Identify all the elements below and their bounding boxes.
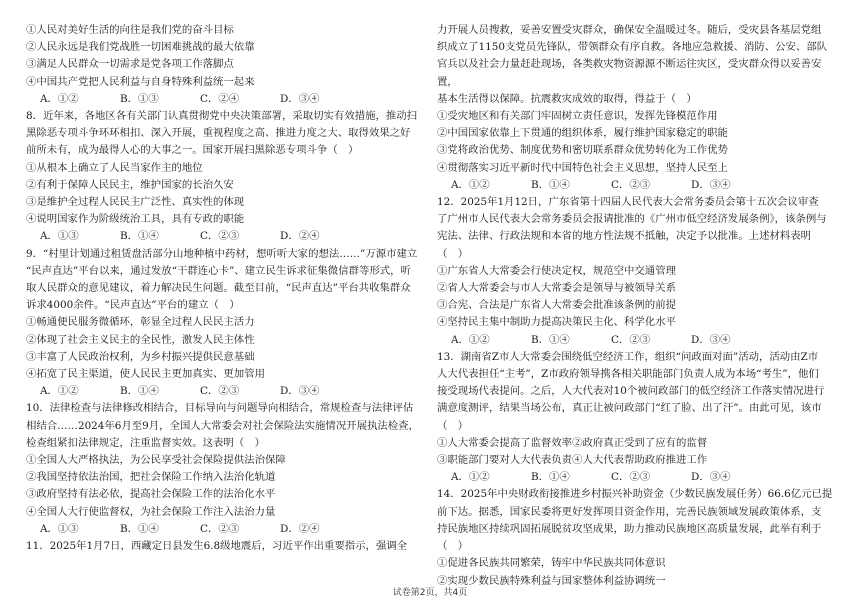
page-footer: 试卷第2页，共4页 — [392, 588, 468, 598]
answer-option: B．①④ — [120, 522, 159, 535]
answer-option: A．①② — [451, 471, 490, 484]
answer-option: B．①③ — [120, 92, 159, 105]
answer-option: B．①④ — [531, 178, 570, 191]
answer-option: D．③④ — [691, 333, 731, 346]
question-stem: 宪法、法律、行政法规和本省的地方性法规不抵触，决定予以批准。上述材料表明（ ） — [437, 230, 812, 260]
question-stem: 了广州市人民代表大会常务委员会报请批准的《广州市低空经济发展条例》，该条例与 — [437, 213, 827, 226]
question-stem: 人大代表担任“主考”，Z市政府领导携各相关职能部门负责人成为本场“考生”，他们 — [437, 368, 819, 381]
statement-item: ②中国国家依靠上下贯通的组织体系，履行维护国家稳定的职能 — [437, 127, 728, 140]
statement-item: ①人民对美好生活的向往是我们党的奋斗目标 — [26, 24, 234, 36]
answer-option: C．②③ — [200, 522, 240, 535]
question-stem: 11．2025年1月7日，西藏定日县发生6.8级地震后，习近平作出重要指示，强调全 — [26, 540, 408, 553]
statement-item: ①人大常委会提高了监督效率②政府真正受到了应有的监督 — [437, 436, 708, 449]
question-stem: （ ） — [437, 540, 469, 553]
answer-option: C．②④ — [200, 92, 240, 105]
question-stem: 相结合……2024年6月至9月，全国人大常委会对社会保险法实施情况开展执法检查， — [26, 419, 419, 432]
answer-option: C．②③ — [611, 333, 651, 346]
question-stem: 14．2025年中央财政衔接推进乡村振兴补助资金（少数民族发展任务）66.6亿元已提 — [437, 488, 833, 501]
right-column — [437, 22, 837, 590]
answer-option: A．①② — [451, 333, 490, 346]
question-stem: 前所未有，成为最得人心的大事之一。国家开展扫黑除恶专项斗争（ ） — [26, 144, 359, 157]
statement-item: ③政府坚持有法必依，提高社会保险工作的法治化水平 — [26, 488, 276, 501]
statement-item: ①全国人大严格执法，为公民享受社会保险提供法治保障 — [26, 454, 286, 467]
answer-option: B．①④ — [531, 333, 570, 346]
answer-option: D．③④ — [280, 385, 320, 398]
answer-option: A．①② — [40, 385, 79, 398]
answer-options — [26, 383, 424, 400]
statement-item: ①畅通便民服务微循环，彰显全过程人民民主活力 — [26, 316, 255, 329]
statement-item: ①从根本上确立了人民当家作主的地位 — [26, 161, 203, 174]
answer-options — [437, 177, 837, 194]
statement-item: ③职能部门要对人大代表负责④人大代表帮助政府推进工作 — [437, 454, 708, 467]
question-stem: 13．湖南省Z市人大常委会围绕低空经济工作，组织“问政面对面”活动，活动由Z市 — [437, 350, 819, 363]
statement-item: ②实现少数民族特殊利益与国家整体利益协调统一 — [437, 574, 666, 587]
question-stem: 诉求4000余件。“民声直达”平台的建立（ ） — [26, 299, 240, 312]
statement-item: ③合宪、合法是广东省人大常委会批准该条例的前提 — [437, 299, 676, 312]
question-stem: 8．近年来，各地区各有关部门认真贯彻党中央决策部署，采取切实有效措施，推动扫 — [26, 110, 418, 123]
question-stem: 前下达。据悉，国家民委将更好发挥项目资金作用，完善民族领域发展政策体系，支 — [437, 505, 822, 518]
answer-options — [437, 469, 837, 486]
answer-option: C．②③ — [200, 230, 240, 243]
question-stem: 取人民群众的意见建议，着力解决民生问题。截至目前，“民声直达”平台共收集群众 — [26, 282, 411, 295]
answer-options — [437, 332, 837, 349]
question-stem: 满意度测评，结果当场公布，真正让被问政部门“红了脸、出了汗”。由此可见，该市 — [437, 402, 822, 415]
answer-option: A．①③ — [40, 522, 79, 535]
answer-option: B．①④ — [120, 230, 159, 243]
statement-item: ③满足人民群众一切需求是党各项工作落脚点 — [26, 58, 234, 71]
question-stem: 10．法律检查与法律修改相结合，目标导向与问题导向相结合，常规检查与法律评估 — [26, 402, 414, 415]
statement-item: ②人民永远是我们党战胜一切困难挑战的最大依靠 — [26, 41, 255, 54]
answer-option: C．②③ — [200, 385, 240, 398]
statement-item: ④全国人大行使监督权，为社会保险工作注入法治力量 — [26, 505, 276, 518]
answer-option: C．②③ — [611, 178, 651, 191]
left-column — [26, 22, 424, 555]
statement-item: ④坚持民主集中制助力提高决策民主化、科学化水平 — [437, 316, 676, 329]
statement-item: ①促进各民族共同繁荣，铸牢中华民族共同体意识 — [437, 557, 666, 570]
question-stem: “民声直达”平台以来，通过发放“干群连心卡”、建立民生诉求征集微信群等形式，听 — [26, 264, 411, 277]
statement-item: ④拓宽了民主渠道，使人民民主更加真实、更加管用 — [26, 368, 265, 381]
answer-option: A．①③ — [40, 230, 79, 243]
statement-item: ④说明国家作为阶级统治工具，具有专政的职能 — [26, 213, 245, 226]
question-stem: 持民族地区持续巩固拓展脱贫攻坚成果，助力推动民族地区高质量发展，此举有利于 — [437, 522, 822, 535]
question-stem: （ ） — [437, 419, 469, 432]
statement-item: ③是维护全过程人民民主广泛性、真实性的体现 — [26, 196, 245, 209]
answer-option: B．①④ — [120, 385, 159, 398]
answer-option: D．③④ — [691, 178, 731, 191]
statement-item: ①受灾地区和有关部门牢固树立责任意识，发挥先锋模范作用 — [437, 110, 718, 123]
answer-option: A．①② — [40, 92, 79, 105]
answer-option: B．①④ — [531, 471, 570, 484]
answer-option: D．②④ — [280, 522, 320, 535]
answer-options — [26, 521, 424, 538]
answer-option: D．③④ — [280, 92, 320, 105]
statement-item: ③丰富了人民政治权利，为乡村振兴提供民意基础 — [26, 350, 255, 363]
statement-item: ②省人大常委会与市人大常委会是领导与被领导关系 — [437, 282, 676, 295]
question-stem: 基本生活得以保障。抗震救灾成效的取得，得益于（ ） — [437, 92, 697, 105]
answer-option: C．②③ — [611, 471, 651, 484]
statement-item: ④贯彻落实习近平新时代中国特色社会主义思想，坚持人民至上 — [437, 161, 728, 174]
statement-item: ②体现了社会主义民主的全民性，激发人民主体性 — [26, 333, 255, 346]
answer-option: A．①② — [451, 178, 490, 191]
statement-item: ③党将政治优势、制度优势和密切联系群众优势转化为工作优势 — [437, 144, 728, 157]
question-stem: 12．2025年1月12日，广东省第十四届人民代表大会常务委员会第十五次会议审查 — [437, 196, 819, 209]
statement-item: ④中国共产党把人民利益与自身特殊利益统一起来 — [26, 75, 255, 88]
statement-item: ②我国坚持依法治国，把社会保险工作纳入法治化轨道 — [26, 471, 276, 484]
answer-options — [26, 91, 424, 108]
question-stem: 9．“村里计划通过租赁盘活部分山地种植中药材，想听听大家的想法……”万源市建立 — [26, 247, 418, 260]
question-stem: 检查组紧扣法律规定，注重监督实效。这表明（ ） — [26, 436, 265, 449]
statement-item: ②有利于保障人民民主，维护国家的长治久安 — [26, 178, 234, 191]
question-stem: 接受现场代表提问。之后，人大代表对10个被问政部门的低空经济工作落实情况进行 — [437, 385, 825, 398]
question-stem: 黑除恶专项斗争环环相扣、深入开展，重视程度之高、推进力度之大、取得效果之好 — [26, 127, 411, 140]
statement-item: ①广东省人大常委会行使决定权，规范空中交通管理 — [437, 264, 676, 277]
answer-options — [26, 228, 424, 245]
answer-option: D．②④ — [280, 230, 320, 243]
answer-option: D．③④ — [691, 471, 731, 484]
question-stem: 力开展人员搜救，妥善安置受灾群众，确保安全温暖过冬。随后，受灾县各基层党组 — [437, 24, 822, 36]
question-stem: 织成立了1150支党员先锋队，带领群众有序自救。各地应急救援、消防、公安、部队 — [437, 41, 828, 54]
question-stem: 官兵以及社会力量赶赴现场，各类救灾物资源源不断运往灾区，受灾群众得以妥善安置， — [437, 58, 822, 88]
